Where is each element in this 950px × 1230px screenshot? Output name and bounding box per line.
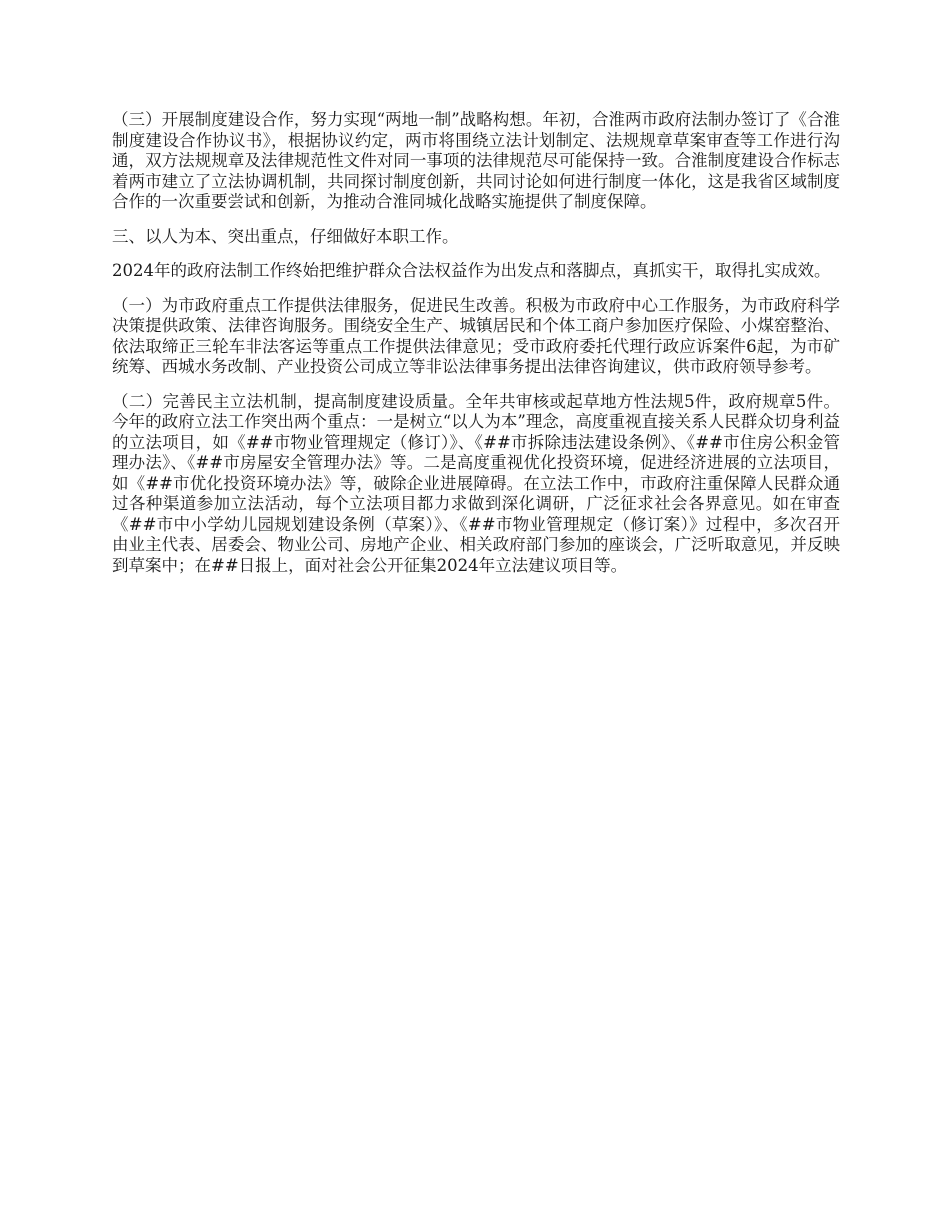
paragraph-legal-services: （一）为市政府重点工作提供法律服务，促进民生改善。积极为市政府中心工作服务，为市政府科学决策提供政策、法律咨询服务。围绕安全生产、城镇居民和个体工商户参加医疗保险、小煤窑整治、依法取缔正三轮车非法客运等重点工作提供法律意见；受市政府委托代理行政应诉案件6起，为市矿统筹、西城水务改制、产业投资公司成立等非讼法律事务提出法律咨询建议，供市政府领导参考。 bbox=[112, 295, 840, 376]
paragraph-democratic-legislation: （二）完善民主立法机制，提高制度建设质量。全年共审核或起草地方性法规5件，政府规章5件。今年的政府立法工作突出两个重点：一是树立“以人为本”理念，高度重视直接关系人民群众切身利益的立法项目，如《##市物业管理规定（修订）》、《##市拆除违法建设条例》、《##市住房公积金管理办法》、《##市房屋安全管理办法》等。二是高度重视优化投资环境，促进经济进展的立法项目，如《##市优化投资环境办法》等，破除企业进展障碍。在立法工作中，市政府注重保障人民群众通过各种渠道参加立法活动，每个立法项目都力求做到深化调研，广泛征求社会各界意见。如在审查《##市中小学幼儿园规划建设条例（草案）》、《##市物业管理规定（修订案）》过程中，多次召开由业主代表、居委会、物业公司、房地产企业、相关政府部门参加的座谈会，广泛听取意见，并反映到草案中；在##日报上，面对社会公开征集2024年立法建议项目等。 bbox=[112, 391, 840, 575]
paragraph-2024-summary: 2024年的政府法制工作终始把维护群众合法权益作为出发点和落脚点，真抓实干，取得扎实成效。 bbox=[112, 261, 831, 280]
document-body bbox=[112, 110, 840, 590]
section-heading-people-oriented: 三、以人为本、突出重点，仔细做好本职工作。 bbox=[112, 226, 459, 246]
paragraph-cooperation: （三）开展制度建设合作，努力实现“两地一制”战略构想。年初，合淮两市政府法制办签订了《合淮制度建设合作协议书》，根据协议约定，两市将围绕立法计划制定、法规规章草案审查等工作进行沟通，双方法规规章及法律规范性文件对同一事项的法律规范尽可能保持一致。合淮制度建设合作标志着两市建立了立法协调机制，共同探讨制度创新，共同讨论如何进行制度一体化，这是我省区域制度合作的一次重要尝试和创新，为推动合淮同城化战略实施提供了制度保障。 bbox=[112, 110, 840, 211]
